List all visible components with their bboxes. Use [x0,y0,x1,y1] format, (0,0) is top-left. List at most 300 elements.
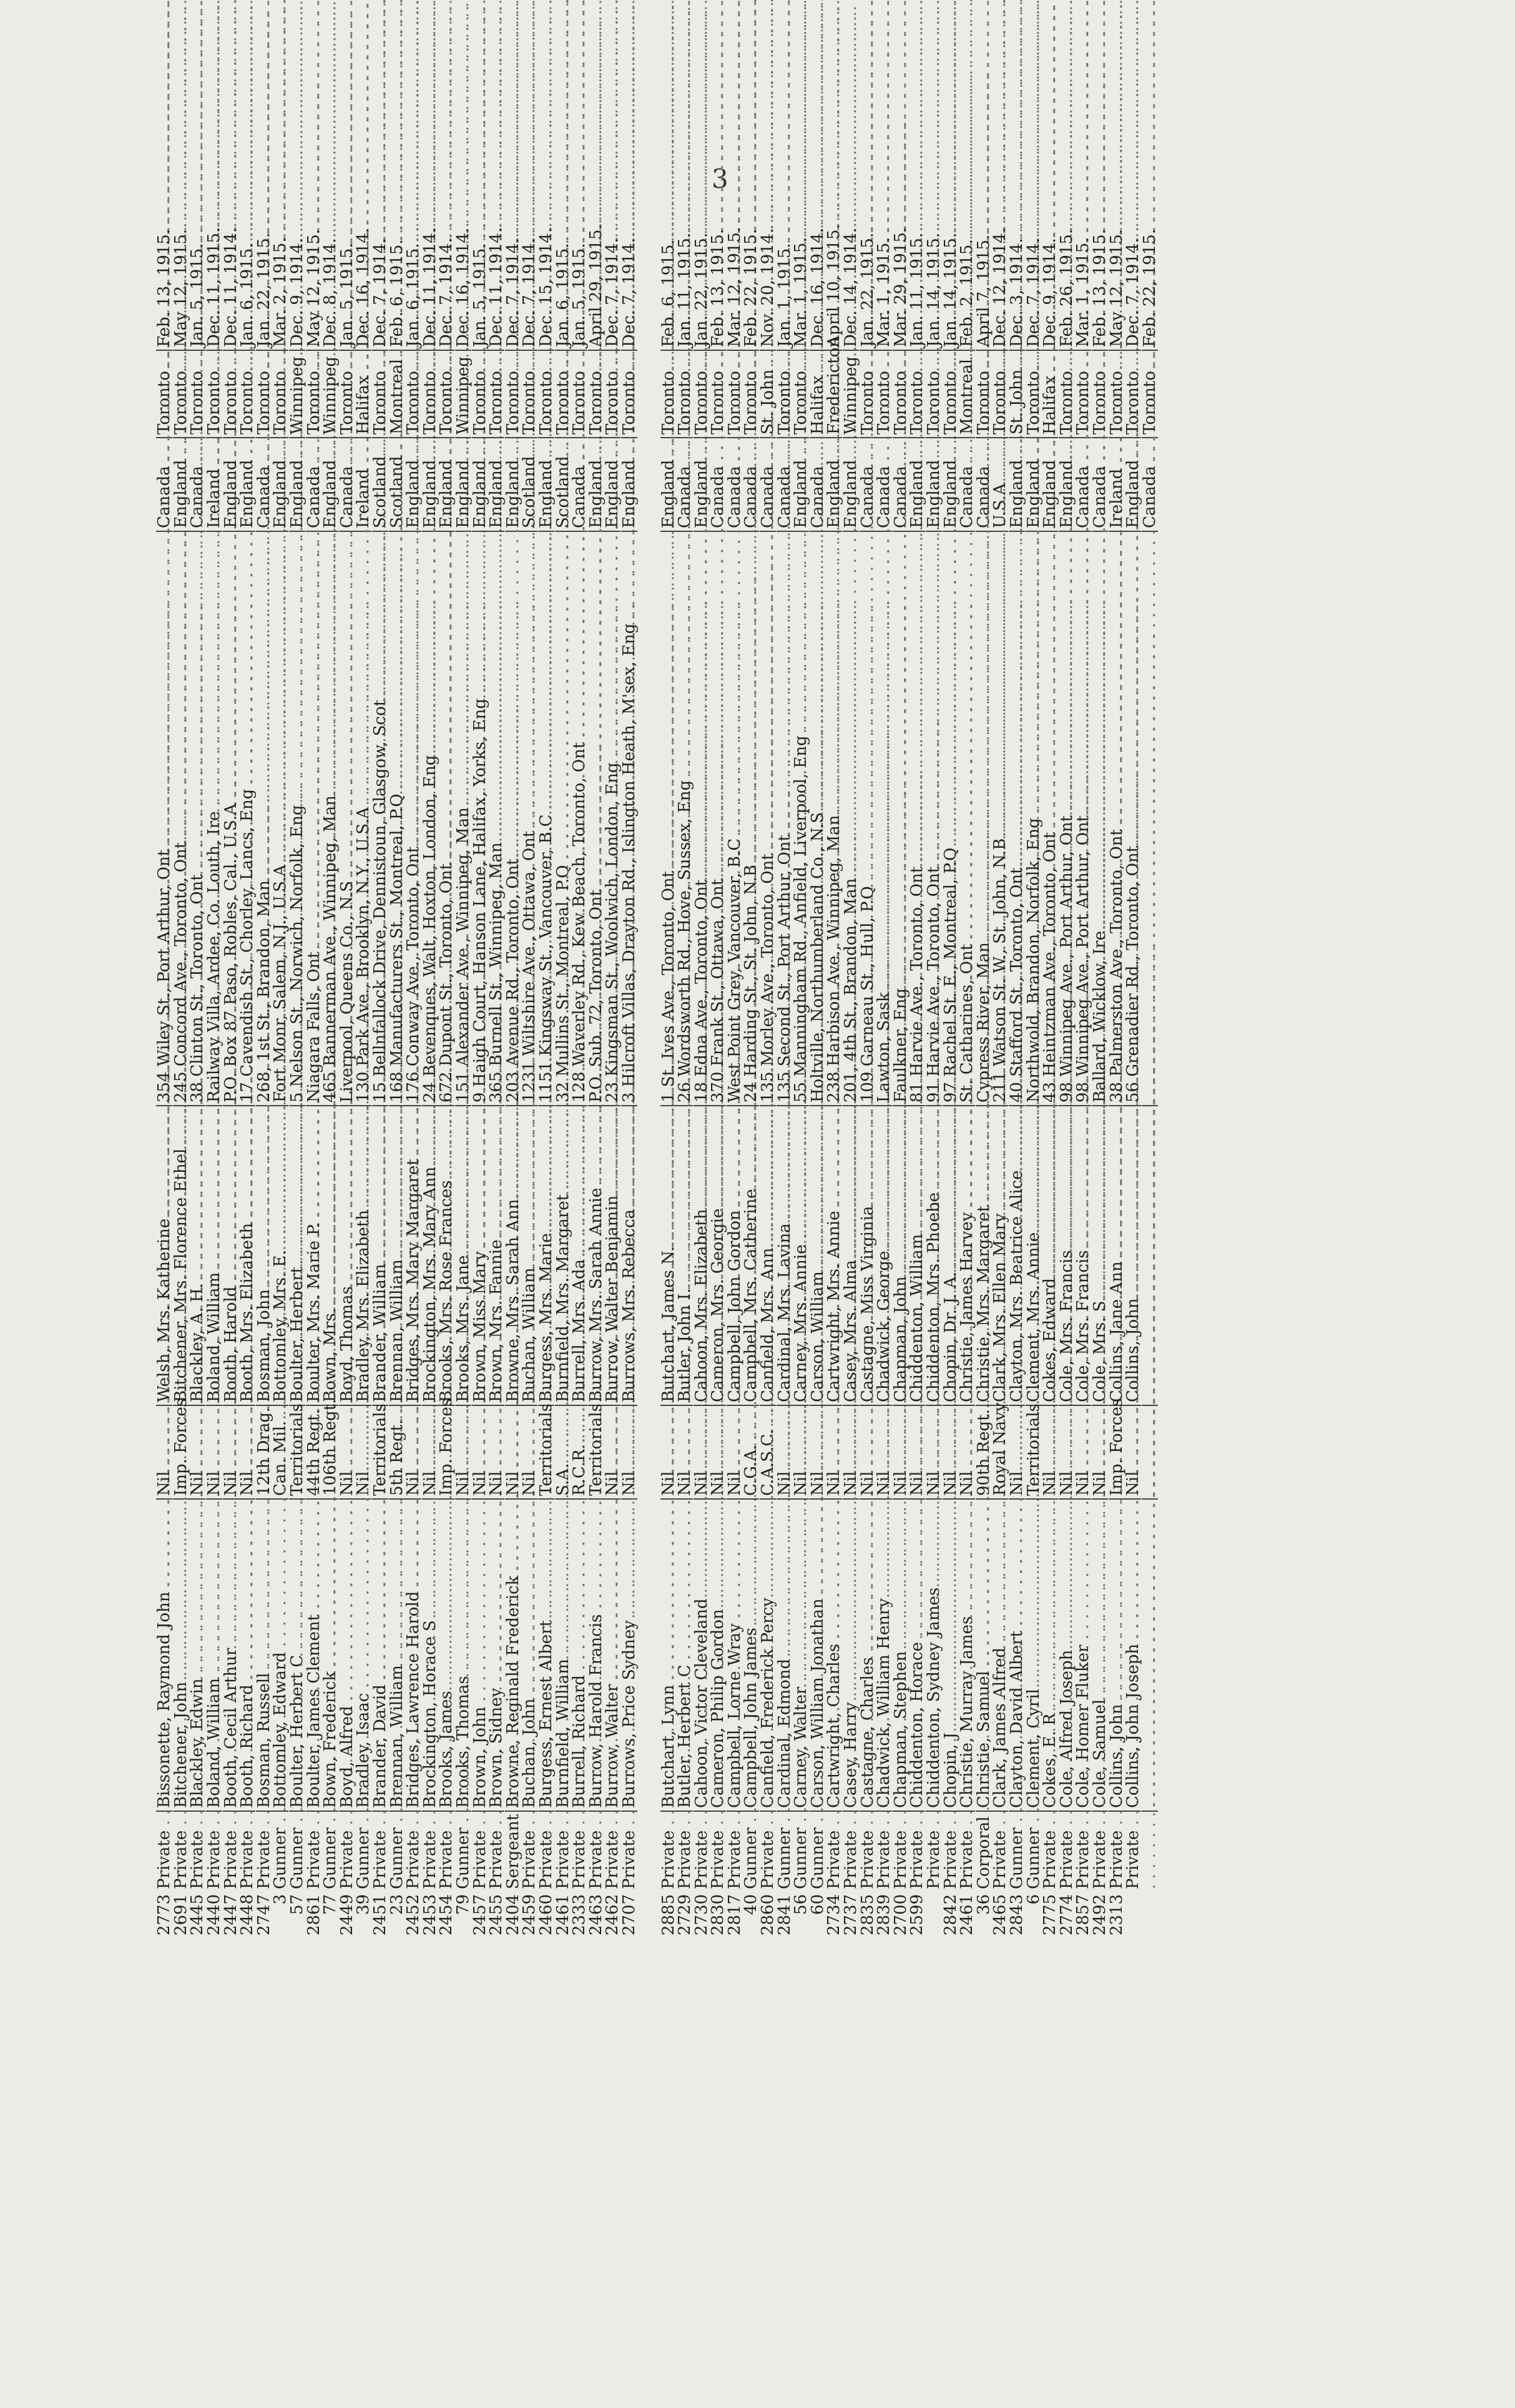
previous-corps-cell: 44th Regt. . . . [306,1405,322,1498]
previous-corps-cell: Nil . . . [943,1405,959,1498]
next-of-kin-cell: Blackley, A. H. . . . [189,1105,205,1405]
previous-corps-cell: Nil . . . [1009,1405,1025,1498]
previous-corps-cell: Nil . . . [1125,1405,1141,1498]
soldier-name-cell: Boland, William . . . [206,1498,222,1811]
rank-cell: Gunner . . . [272,1811,288,1892]
regimental-number-cell: 2455 [487,1894,506,1936]
previous-corps-cell: Nil . . . [455,1405,471,1498]
rank-cell: Private . . . [660,1811,677,1892]
place-of-enlistment-cell: Toronto . . . [256,350,272,437]
next-of-kin-cell: Booth, Harold . . . [223,1105,239,1405]
group-gap [637,219,660,1942]
place-of-enlistment-cell: Fredericton . . . [826,350,842,437]
rank-cell: Private . . . [893,1811,909,1892]
country-of-birth-cell: England . . . [926,437,942,531]
soldier-name-cell: Burrows, Price Sydney . . . [621,1498,637,1811]
next-of-kin-cell: Chadwick, George . . . [876,1105,892,1405]
enlistment-date-cell: Dec. 3, 1914. [1007,238,1026,347]
next-of-kin-cell: Cole, Mrs. S . . . [1092,1105,1108,1405]
country-of-birth-cell: Canada . . . [156,437,172,531]
previous-corps-cell: Nil . . . [810,1405,826,1498]
soldier-name-cell: Brown, Sidney . . . [488,1498,504,1811]
next-of-kin-address-cell: 672 Dupont St., Toronto, Ont . . . [438,531,454,1105]
enlistment-date-cell: Dec. 16, 1914. [808,227,827,347]
soldier-name-cell: Clement, Cyril . . . [1026,1498,1042,1811]
previous-corps-cell: Nil . . . [189,1405,205,1498]
next-of-kin-cell: Chopin, Dr. J. A. . . . [943,1105,959,1405]
enlistment-date-cell: Jan. 22, 1915. [858,232,877,347]
country-of-birth-cell: England . . . [405,437,421,531]
previous-corps-cell: Nil . . . [1092,1405,1108,1498]
rank-cell: Sergeant . . . [505,1811,521,1892]
next-of-kin-address-cell: 17 Cavendish St., Chorley, Lancs, Eng . . . [239,531,255,1105]
country-of-birth-cell: Scotland . . . [389,437,405,531]
next-of-kin-cell: Buchan, William . . . [521,1105,537,1405]
next-of-kin-cell: Welsh, Mrs. Katherine . . . [156,1105,172,1405]
soldier-name-cell: Burrow, Walter . . . [604,1498,620,1811]
soldier-name-cell: Cole, Alfred Joseph . . . [1059,1498,1075,1811]
regimental-number-cell: 2842 [941,1894,960,1936]
soldier-name-cell: Butchart, Lynn . . . [660,1498,677,1811]
next-of-kin-cell: Bradley, Mrs. Elizabeth . . . [355,1105,371,1405]
enlistment-date-cell: Dec. 7, 1914. [437,238,456,347]
country-of-birth-cell: Canada . . . [306,437,322,531]
table-row [405,219,422,1942]
previous-corps-cell: Nil . . . [777,1405,793,1498]
rank-cell: Gunner . . . [793,1811,809,1892]
previous-corps-cell: Territorials . . . [538,1405,554,1498]
roll-group [660,219,1158,1942]
country-of-birth-cell: England . . . [322,437,338,531]
regimental-number-cell: 39 [354,1894,373,1915]
place-of-enlistment-cell: Toronto . . . [604,350,620,437]
next-of-kin-address-cell: 365 Burnell St., Winnipeg, Man . . . [488,531,504,1105]
soldier-name-cell: Chiddenton, Horace . . . [909,1498,925,1811]
enlistment-date-cell: Dec. 14, 1914. [841,227,861,347]
next-of-kin-address-cell: 268, 1st St., Brandon, Man . . . [256,531,272,1105]
next-of-kin-address-cell: 151 Alexander Ave., Winnipeg, Man . . . [455,531,471,1105]
next-of-kin-cell: Chiddenton, Mrs. Phoebe . . . [926,1105,942,1405]
next-of-kin-address-cell: 81 Harvie Ave., Toronto, Ont . . . [909,531,925,1105]
place-of-enlistment-cell: Winnipeg . . . [455,350,471,437]
table-row [571,219,588,1942]
regimental-number-cell: 2447 [221,1894,240,1936]
enlistment-date-cell: Dec. 15, 1914. [536,227,556,347]
soldier-name-cell: Booth, Richard . . . [239,1498,255,1811]
next-of-kin-address-cell: 354 Wiley St., Port Arthur, Ont . . . [156,531,172,1105]
regimental-number-cell: 2700 [891,1894,910,1936]
next-of-kin-address-cell: 43 Heintzman Ave., Toronto, Ont . . . [1042,531,1058,1105]
enlistment-date-cell: Mar. 2, 1915. [271,237,290,347]
regimental-number-cell: 2448 [238,1894,257,1936]
next-of-kin-cell: Brennan, William . . . [389,1105,405,1405]
table-row [793,219,810,1942]
rank-cell: Gunner . . . [777,1811,793,1892]
previous-corps-cell [1142,1405,1158,1498]
place-of-enlistment-cell: Toronto . . . [860,350,876,437]
enlistment-date-cell: Feb. 13, 1915. [708,229,728,347]
next-of-kin-address-cell: 24 Bevenques, Walt, Hoxton, London, Eng . . . [422,531,438,1105]
next-of-kin-cell: Christie, James Harvey . . . [959,1105,975,1405]
regimental-number-cell: 2462 [603,1894,622,1936]
next-of-kin-cell: Cartwright, Mrs. Annie . . . [826,1105,842,1405]
soldier-name-cell: Bottomley, Edward . . . [272,1498,288,1811]
next-of-kin-cell: Carson, William . . . [810,1105,826,1405]
place-of-enlistment-cell: Toronto . . . [538,350,554,437]
next-of-kin-address-cell: 135 Second St., Port Arthur, Ont . . . [777,531,793,1105]
soldier-name-cell: Burgess, Ernest Albert . . . [538,1498,554,1811]
soldier-name-cell: Bown, Frederick . . . [322,1498,338,1811]
place-of-enlistment-cell: Toronto . . . [521,350,537,437]
soldier-name-cell: Christie, Murray James . . . [959,1498,975,1811]
next-of-kin-cell: Brooks, Mrs. Jane . . . [455,1105,471,1405]
country-of-birth-cell: Canada . . . [810,437,826,531]
place-of-enlistment-cell: Toronto . . . [943,350,959,437]
regimental-number-cell: 2453 [420,1894,439,1936]
table-row [621,219,638,1942]
regimental-number-cell: 2841 [775,1894,794,1936]
country-of-birth-cell: England . . . [909,437,925,531]
place-of-enlistment-cell: Toronto . . . [438,350,454,437]
rank-cell: Private . . . [1092,1811,1108,1892]
soldier-name-cell: Brander, David . . . [372,1498,388,1811]
rank-cell: Gunner . . . [289,1811,305,1892]
next-of-kin-cell: Boulter, Herbert . . . [289,1105,305,1405]
next-of-kin-cell: Browne, Mrs. Sarah Ann . . . [505,1105,521,1405]
country-of-birth-cell: Canada . . . [876,437,892,531]
place-of-enlistment-cell: Toronto . . . [173,350,189,437]
enlistment-date-cell: Jan. 22, 1915. [254,232,273,347]
rank-cell: Private . . . [992,1811,1008,1892]
table-row [604,219,621,1942]
soldier-name-cell: Brockington, Horace S . . . [422,1498,438,1811]
next-of-kin-address-cell: 26 Wordsworth Rd., Hove, Sussex, Eng . . . [677,531,693,1105]
regimental-number-cell: 2449 [337,1894,356,1936]
rank-cell: Private . . . [710,1811,726,1892]
table-row [1092,219,1109,1942]
country-of-birth-cell: England . . . [438,437,454,531]
previous-corps-cell: Can. Mil. . . . [272,1405,288,1498]
previous-corps-cell: Territorials . . . [289,1405,305,1498]
soldier-name-cell: Cole, Homer Fluker . . . [1075,1498,1091,1811]
soldier-name-cell: Chadwick, William Henry . . . [876,1498,892,1811]
table-row [1141,219,1158,1942]
soldier-name-cell: Bosman, Russell . . . [256,1498,272,1811]
soldier-name-cell: Butler, Herbert C . . . [677,1498,693,1811]
regimental-number-cell: 36 [974,1894,993,1915]
enlistment-date-cell: Jan. 5, 1915. [188,243,207,347]
enlistment-date-cell: Dec. 7, 1914. [371,238,390,347]
next-of-kin-address-cell: 201, 4th St., Brandon, Man . . . [843,531,859,1105]
rank-cell: Private . . . [926,1811,942,1892]
place-of-enlistment-cell: Toronto . . . [505,350,521,437]
rank-cell: Private . . . [488,1811,504,1892]
country-of-birth-cell: Ireland . . . [355,437,371,531]
place-of-enlistment-cell: Toronto . . . [488,350,504,437]
country-of-birth-cell: Canada . . . [256,437,272,531]
place-of-enlistment-cell: Winnipeg . . . [322,350,338,437]
nominal-roll-table [156,219,1267,1942]
place-of-enlistment-cell: Toronto . . . [156,350,172,437]
next-of-kin-cell: Cardinal, Mrs. Lavina . . . [777,1105,793,1405]
place-of-enlistment-cell: Toronto . . . [588,350,604,437]
next-of-kin-address-cell: 168 Manufacturers St., Montreal, P.Q . . . [389,531,405,1105]
place-of-enlistment-cell: Toronto . . . [1026,350,1042,437]
next-of-kin-address-cell: 38 Palmerston Ave., Toronto, Ont . . . [1109,531,1125,1105]
soldier-name-cell: Cahoon, Victor Cleveland . . . [694,1498,710,1811]
next-of-kin-cell: Bitchener, Mrs. Florence Ethel . . . [173,1105,189,1405]
table-row [305,219,322,1942]
enlistment-date-cell: Dec. 9, 1914. [1041,238,1060,347]
regimental-number-cell: 2774 [1057,1894,1076,1936]
rank-cell: Gunner . . . [355,1811,371,1892]
next-of-kin-address-cell: 32 Mullins St., Montreal, P.Q . . . [555,531,571,1105]
enlistment-date-cell: Feb. 2, 1915. [958,239,977,347]
next-of-kin-cell: Brockington, Mrs. Mary Ann . . . [422,1105,438,1405]
next-of-kin-address-cell: Fort Monr, Salem, N.J., U.S.A . . . [272,531,288,1105]
soldier-name-cell: Bradley, Isaac . . . [355,1498,371,1811]
next-of-kin-address-cell: 23 Kingsman St., Woolwich, London, Eng . . . [604,531,620,1105]
next-of-kin-cell: Boyd, Thomas . . . [339,1105,355,1405]
next-of-kin-address-cell: Ballard, Wicklow, Ire . . . [1092,531,1108,1105]
previous-corps-cell: Nil . . . [909,1405,925,1498]
place-of-enlistment-cell: Toronto . . . [777,350,793,437]
country-of-birth-cell: England . . . [604,437,620,531]
place-of-enlistment-cell: Winnipeg . . . [843,350,859,437]
nominal-roll-table-frame [156,219,1267,1942]
regimental-number-cell: 2461 [958,1894,977,1936]
next-of-kin-cell: Butchart, James N. . . . [660,1105,677,1405]
place-of-enlistment-cell: Toronto . . . [727,350,743,437]
rank-cell: Private . . . [1059,1811,1075,1892]
next-of-kin-address-cell: West Point Grey, Vancouver, B.C . . . [727,531,743,1105]
enlistment-date-cell: Jan. 5, 1915. [470,243,489,347]
next-of-kin-cell: Bosman, John . . . [256,1105,272,1405]
rank-cell: Private . . . [677,1811,693,1892]
country-of-birth-cell: Canada . . . [727,437,743,531]
regimental-number-cell: 2861 [304,1894,323,1936]
country-of-birth-cell: England . . . [272,437,288,531]
table-row [239,219,256,1942]
country-of-birth-cell: England . . . [1059,437,1075,531]
regimental-number-cell: 2460 [536,1894,556,1936]
rank-cell: Gunner . . . [1026,1811,1042,1892]
enlistment-date-cell: Feb. 13, 1915. [155,229,174,347]
country-of-birth-cell: Canada . . . [743,437,759,531]
next-of-kin-cell: Bown, Mrs. . . . [322,1105,338,1405]
country-of-birth-cell: England . . . [1026,437,1042,531]
regimental-number-cell: 2843 [1007,1894,1026,1936]
regimental-number-cell: 2817 [725,1894,744,1936]
enlistment-date-cell: Feb. 6, 1915. [387,239,406,347]
previous-corps-cell: Nil . . . [677,1405,693,1498]
previous-corps-cell: C.G.A. . . . [743,1405,759,1498]
soldier-name-cell: Booth, Cecil Arthur . . . [223,1498,239,1811]
regimental-number-cell: 2729 [675,1894,695,1936]
table-row [372,219,389,1942]
next-of-kin-address-cell: Northwold, Brandon, Norfolk, Eng . . . [1026,531,1042,1105]
next-of-kin-cell: Brown, Mrs. Fannie . . . [488,1105,504,1405]
next-of-kin-address-cell: 211 Watson St. W., St. John, N.B . . . [992,531,1008,1105]
enlistment-date-cell: Mar. 1, 1915. [792,237,811,347]
next-of-kin-address-cell: 98 Winnipeg Ave., Port Arthur, Ont . . . [1075,531,1091,1105]
next-of-kin-address-cell: 5 Nelson St., Norwich, Norfolk, Eng . . . [289,531,305,1105]
country-of-birth-cell: Ireland . . . [1109,437,1125,531]
country-of-birth-cell: Canada . . . [959,437,975,531]
enlistment-date-cell: Dec. 7, 1914. [1124,238,1143,347]
previous-corps-cell: 12th Drag. . . . [256,1405,272,1498]
next-of-kin-address-cell: 56 Grenadier Rd., Toronto, Ont . . . [1125,531,1141,1105]
enlistment-date-cell: Dec. 7, 1914. [619,238,639,347]
regimental-number-cell: 2707 [619,1894,639,1936]
next-of-kin-address-cell: 97 Rachel St. E., Montreal, P.Q . . . [943,531,959,1105]
soldier-name-cell: Burrell, Richard . . . [571,1498,587,1811]
regimental-number-cell: 2737 [841,1894,861,1936]
previous-corps-cell: Imp. Forces . . . [1109,1405,1125,1498]
enlistment-date-cell: Dec. 7, 1914. [1024,238,1043,347]
rank-cell: Gunner . . . [810,1811,826,1892]
regimental-number-cell: 2454 [437,1894,456,1936]
country-of-birth-cell: England . . . [289,437,305,531]
soldier-name-cell: Cartwright, Charles . . . [826,1498,842,1811]
place-of-enlistment-cell: Toronto . . . [1125,350,1141,437]
table-row [760,219,777,1942]
country-of-birth-cell: England . . . [173,437,189,531]
country-of-birth-cell: England . . . [826,437,842,531]
rank-cell: Private . . . [1075,1811,1091,1892]
table-row [289,219,306,1942]
soldier-name-cell: Brooks, Thomas . . . [455,1498,471,1811]
country-of-birth-cell: England . . . [1125,437,1141,531]
previous-corps-cell: Territorials . . . [588,1405,604,1498]
enlistment-date-cell: Jan. 14, 1915. [941,232,960,347]
place-of-enlistment-cell: St. John . . . [760,350,776,437]
country-of-birth-cell: England . . . [621,437,637,531]
regimental-number-cell: 2830 [708,1894,728,1936]
country-of-birth-cell: Canada . . . [1092,437,1108,531]
place-of-enlistment-cell: Halifax . . . [355,350,371,437]
regimental-number-cell: 23 [387,1894,406,1915]
regimental-number-cell: 56 [792,1894,811,1915]
next-of-kin-cell: Butler, John I. . . . [677,1105,693,1405]
next-of-kin-cell: Burrow, Mrs. Sarah Annie . . . [588,1105,604,1405]
regimental-number-cell: 2860 [758,1894,778,1936]
table-row [587,219,604,1942]
previous-corps-cell: Nil . . . [1075,1405,1091,1498]
next-of-kin-cell: Cahoon, Mrs. Elizabeth . . . [694,1105,710,1405]
table-row [710,219,727,1942]
table-row [876,219,893,1942]
previous-corps-cell: Nil . . . [1059,1405,1075,1498]
regimental-number-cell: 3 [271,1894,290,1905]
enlistment-date-cell: Jan. 14, 1915. [924,232,944,347]
previous-corps-cell: Nil . . . [521,1405,537,1498]
table-row [660,219,677,1942]
previous-corps-cell: Nil . . . [488,1405,504,1498]
table-row [339,219,356,1942]
rank-cell: Gunner . . . [1009,1811,1025,1892]
next-of-kin-cell: Bottomley, Mrs. E. . . . [272,1105,288,1405]
regimental-number-cell: 60 [808,1894,827,1915]
table-row [173,219,190,1942]
previous-corps-cell: Nil . . . [926,1405,942,1498]
rank-cell: Private . . . [422,1811,438,1892]
table-row [909,219,926,1942]
previous-corps-cell: Nil . . . [843,1405,859,1498]
previous-corps-cell: Nil . . . [156,1405,172,1498]
next-of-kin-address-cell: 465 Bannerman Ave., Winnipeg, Man . . . [322,531,338,1105]
next-of-kin-address-cell: 98 Winnipeg Ave., Port Arthur, Ont . . . [1059,531,1075,1105]
enlistment-date-cell: Jan. 22, 1915. [692,232,711,347]
next-of-kin-cell: Carney, Mrs. Annie . . . [793,1105,809,1405]
rank-cell: Private . . . [405,1811,421,1892]
enlistment-date-cell: April 10, 1915. [825,224,844,347]
previous-corps-cell: Nil . . . [793,1405,809,1498]
previous-corps-cell: Territorials . . . [1026,1405,1042,1498]
place-of-enlistment-cell: Toronto . . . [206,350,222,437]
next-of-kin-address-cell: St. Catharines, Ont . . . [959,531,975,1105]
next-of-kin-address-cell: Lawton, Sask . . . [876,531,892,1105]
rank-cell: Private . . . [604,1811,620,1892]
country-of-birth-cell: Canada . . . [677,437,693,531]
soldier-name-cell: Chiddenton, Sydney James . . . [926,1498,942,1811]
enlistment-date-cell: Jan. 6, 1915. [238,243,257,347]
place-of-enlistment-cell: Toronto . . . [909,350,925,437]
regimental-number-cell: 2492 [1090,1894,1109,1936]
table-row [942,219,959,1942]
table-row [992,219,1009,1942]
enlistment-date-cell: Feb. 22, 1915. [1140,229,1159,347]
place-of-enlistment-cell: Toronto . . . [926,350,942,437]
table-row [727,219,743,1942]
country-of-birth-cell: Canada . . . [777,437,793,531]
regimental-number-cell: 2599 [908,1894,927,1936]
regimental-number-cell: 2457 [470,1894,489,1936]
next-of-kin-address-cell: 135 Morley Ave., Toronto, Ont . . . [760,531,776,1105]
next-of-kin-address-cell: 18 Edna Ave., Toronto, Ont . . . [694,531,710,1105]
place-of-enlistment-cell: Toronto . . . [694,350,710,437]
rank-cell: Private . . . [372,1811,388,1892]
rank-cell: Private . . . [1042,1811,1058,1892]
table-row [1108,219,1125,1942]
rank-cell: Private . . . [843,1811,859,1892]
country-of-birth-cell: England . . . [1042,437,1058,531]
regimental-number-cell: 2404 [503,1894,522,1936]
regimental-number-cell: 2734 [825,1894,844,1936]
table-row [743,219,760,1942]
regimental-number-cell: 57 [288,1894,307,1915]
soldier-name-cell: Buchan, John . . . [521,1498,537,1811]
enlistment-date-cell: Nov. 20, 1914. [758,228,778,347]
country-of-birth-cell: England . . . [943,437,959,531]
regimental-number-cell: 40 [742,1894,761,1915]
place-of-enlistment-cell: Halifax . . . [810,350,826,437]
next-of-kin-cell: Clayton, Mrs. Beatrice Alice . . . [1009,1105,1025,1405]
table-row [488,219,505,1942]
next-of-kin-address-cell: 38 Clinton St., Toronto, Ont . . . [189,531,205,1105]
enlistment-date-cell: Feb. 6, 1915. [659,239,678,347]
next-of-kin-address-cell: 1151 Kingsway St., Vancouver, B.C . . . [538,531,554,1105]
previous-corps-cell: Nil . . . [604,1405,620,1498]
regimental-number-cell: 2461 [553,1894,572,1936]
place-of-enlistment-cell: Toronto . . . [1059,350,1075,437]
rank-cell: Gunner . . . [322,1811,338,1892]
regimental-number-cell: 2333 [570,1894,589,1936]
place-of-enlistment-cell: Toronto . . . [223,350,239,437]
next-of-kin-cell: Boland, William . . . [206,1105,222,1405]
rank-cell: Private . . . [943,1811,959,1892]
next-of-kin-address-cell: 238 Harbison Ave., Winnipeg, Man . . . [826,531,842,1105]
